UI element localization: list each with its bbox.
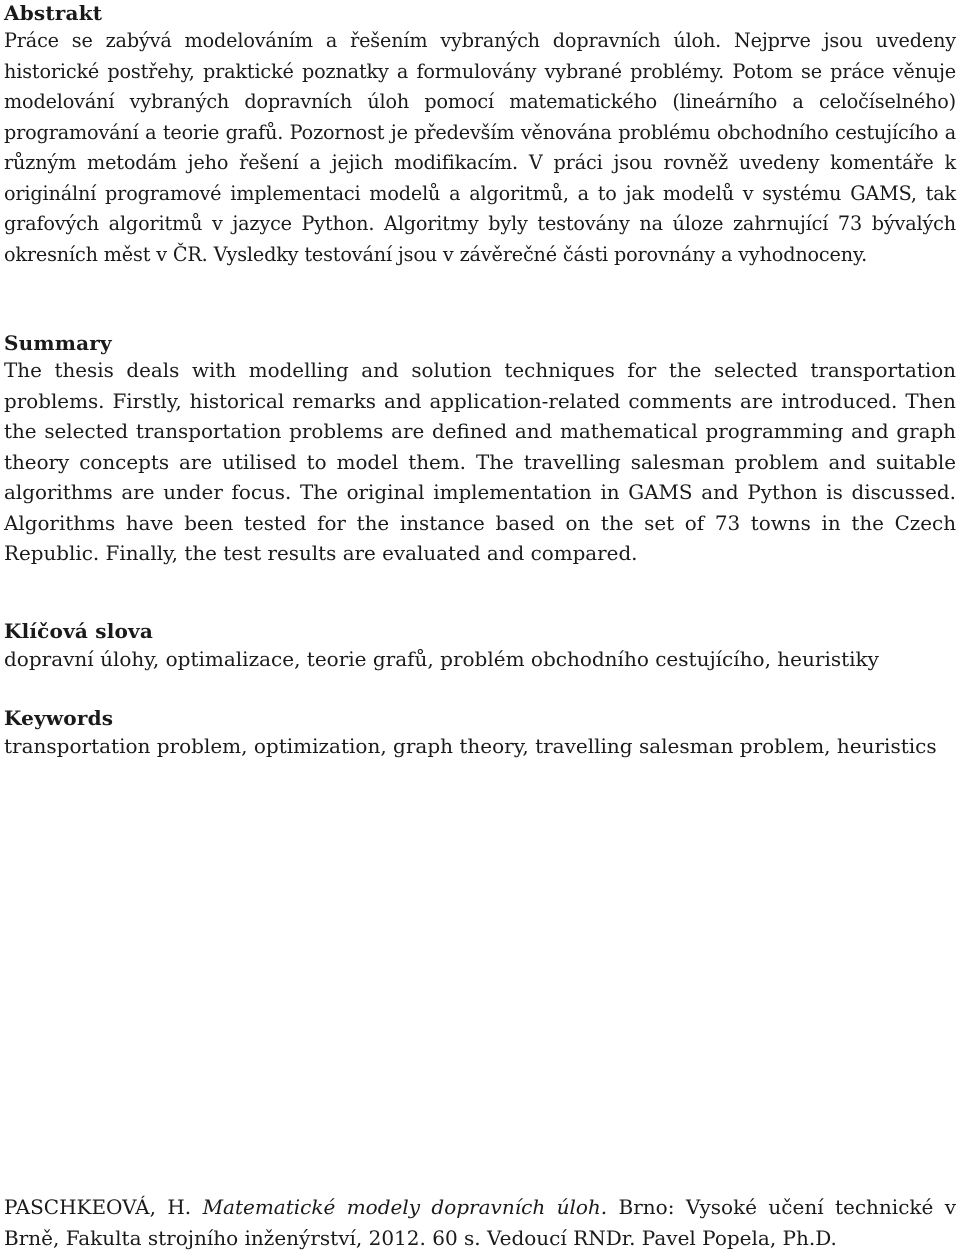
klicova-slova-section bbox=[4, 618, 956, 675]
klicova-slova-text: dopravní úlohy, optimalizace, teorie grafů, problém obchodního cestujícího, heuristiky bbox=[4, 647, 879, 671]
citation-title: Matematické modely dopravních úloh. bbox=[202, 1195, 608, 1219]
keywords-text: transportation problem, optimization, graph theory, travelling salesman problem, heuristics bbox=[4, 734, 937, 758]
abstract-section bbox=[4, 0, 956, 270]
abstract-text: Práce se zabývá modelováním a řešením vybraných dopravních úloh. Nejprve jsou uvedeny historické postřehy, praktické poznatky a formulovány vybrané problémy. Potom se práce věnuje modelování vybraných dopravních úloh pomocí matematického (lineárního a celočíselného) programování a teorie grafů. Pozornost je především věnována problému obchodního cestujícího a různým metodám jeho řešení a jejich modifikacím. V práci jsou rovněž uvedeny komentáře k originální programové implementaci modelů a algoritmů, a to jak modelů v systému GAMS, tak grafových algoritmů v jazyce Python. Algoritmy byly testovány na úloze zahrnující 73 bývalých okresních měst v ČR. Vysledky testování jsou v závěrečné části porovnány a vyhodnoceny. bbox=[4, 29, 956, 266]
summary-text: The thesis deals with modelling and solution techniques for the selected transportation problems. Firstly, historical remarks and application-related comments are introduced. Then the selected transportation problems are defined and mathematical programming and graph theory concepts are utilised to model them. The travelling salesman problem and suitable algorithms are under focus. The original implementation in GAMS and Python is discussed. Algorithms have been tested for the instance based on the set of 73 towns in the Czech Republic. Finally, the test results are evaluated and compared. bbox=[4, 359, 956, 565]
citation-rest: Brno: Vysoké učení technické v Brně, Fakulta strojního inženýrství, 2012. 60 s. Vedoucí RNDr. Pavel Popela, Ph.D. bbox=[4, 1195, 957, 1250]
bibliographic-citation bbox=[4, 1192, 956, 1254]
abstract-heading: Abstrakt bbox=[4, 1, 103, 25]
klicova-slova-heading: Klíčová slova bbox=[4, 619, 154, 643]
keywords-section bbox=[4, 705, 956, 762]
citation-author: PASCHKEOVÁ, H. bbox=[4, 1195, 192, 1219]
summary-heading: Summary bbox=[4, 331, 112, 355]
keywords-heading: Keywords bbox=[4, 706, 114, 730]
summary-section bbox=[4, 330, 956, 570]
